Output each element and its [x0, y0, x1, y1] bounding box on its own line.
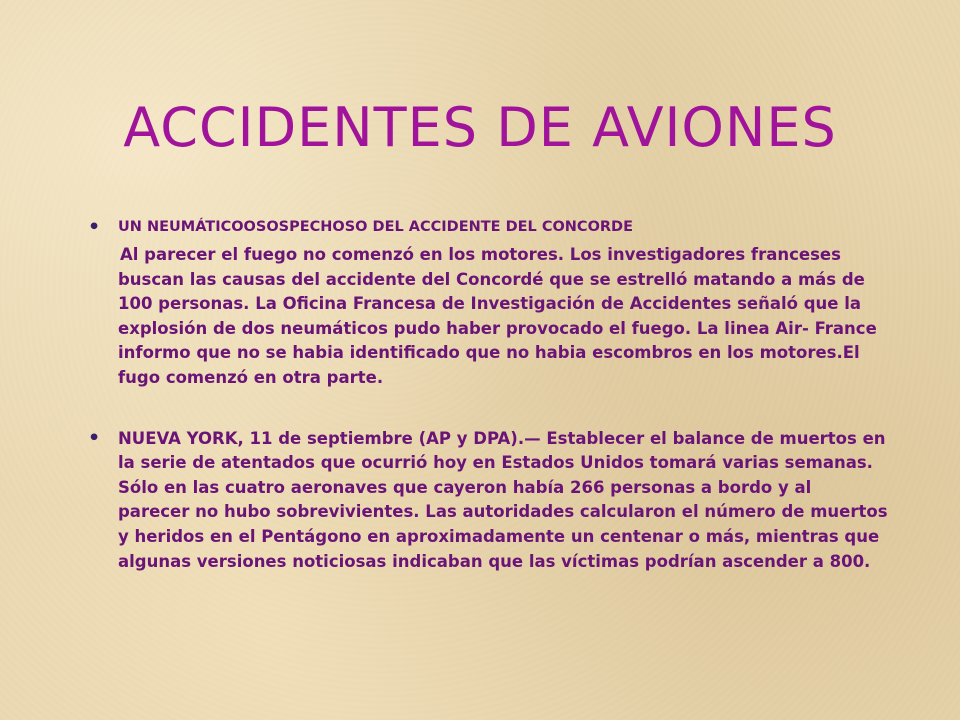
bullet-item-nueva-york	[88, 427, 888, 575]
slide-title: ACCIDENTES DE AVIONES	[123, 96, 837, 159]
bullet-marker: •	[88, 216, 101, 238]
bullet-heading-concorde: UN NEUMÁTICOOSOSPECHOSO DEL ACCIDENTE DEL CONCORDE	[118, 219, 633, 235]
slide-content	[88, 216, 888, 574]
paragraph-nueva-york: NUEVA YORK, 11 de septiembre (AP y DPA).— Establecer el balance de muertos en la serie de atentados que ocurrió hoy en Estados Unidos tomará varias semanas. Sólo en las cuatro aeronaves que cayeron había 266 personas a bordo y al parecer no hubo sobrevivientes. Las autoridades calcularon el número de muertos y heridos en el Pentágono en aproximadamente un centenar o más, mientras que algunas versiones noticiosas indicaban que las víctimas podrían ascender a 800.	[118, 428, 888, 571]
bullet-marker: •	[88, 426, 101, 449]
paragraph-concorde: Al parecer el fuego no comenzó en los motores. Los investigadores franceses buscan las causas del accidente del Concordé que se estrelló matando a más de 100 personas. La Oficina Francesa de Investigación de Accidentes señaló que la explosión de dos neumáticos pudo haber provocado el fuego. La linea Air- France informo que no se habia identificado que no habia escombros en los motores.El fugo comenzó en otra parte.	[118, 245, 877, 387]
bullet-item-concorde	[88, 216, 888, 391]
